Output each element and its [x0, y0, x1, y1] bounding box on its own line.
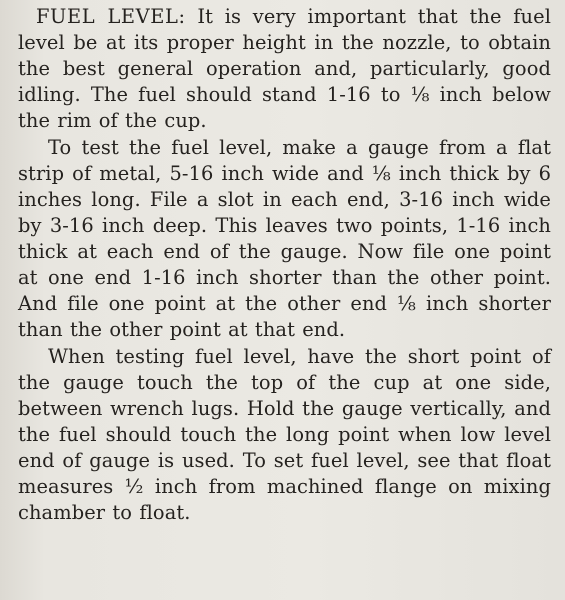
section-heading: FUEL LEVEL:	[36, 5, 186, 28]
paragraph-gauge-construction: To test the fuel level, make a gauge from a flat strip of metal, 5-16 inch wide and ⅛ inch thick by 6 inches long. File a slot in each end, 3-16 inch wide by 3-16 inch deep. This leaves two points, 1-16 inch thick at each end of the gauge. Now file one point at one end 1-16 inch shorter than the other point. And file one point at the other end ⅛ inch shorter than the other point at that end.	[18, 136, 551, 341]
paragraph-fuel-level-intro	[18, 4, 551, 134]
paragraph-1-text: It is very important that the fuel level be at its proper height in the nozzle, to obtain the best general operation and, particularly, good idling. The fuel should stand 1-16 to ⅛ inch below the rim of the cup.	[18, 5, 551, 132]
paragraph-testing-procedure: When testing fuel level, have the short point of the gauge touch the top of the cup at one side, between wrench lugs. Hold the gauge vertically, and the fuel should touch the long point when low level end of gauge is used. To set fuel level, see that float measures ½ inch from machined flange on mixing chamber to float.	[18, 345, 551, 524]
